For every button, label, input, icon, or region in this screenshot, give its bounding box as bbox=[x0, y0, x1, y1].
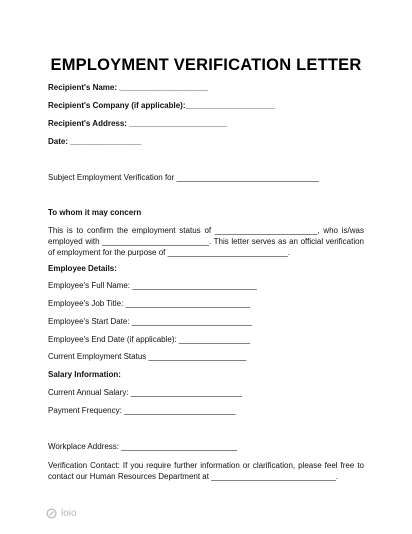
employee-start-date-field: Employee's Start Date: ___________________________ bbox=[48, 317, 252, 326]
employment-status-field: Current Employment Status ______________________ bbox=[48, 352, 247, 361]
employee-end-date-field: Employee's End Date (if applicable): ________________ bbox=[48, 335, 251, 344]
document-title: EMPLOYMENT VERIFICATION LETTER bbox=[50, 56, 362, 74]
subject-line: Subject Employment Verification for ________________________________ bbox=[48, 173, 319, 182]
loio-logo-icon bbox=[46, 508, 57, 519]
footer-brand bbox=[46, 508, 77, 519]
annual-salary-field: Current Annual Salary: _________________________ bbox=[48, 388, 242, 397]
date-field: Date: ________________ bbox=[48, 137, 142, 146]
body-paragraph: This is to confirm the employment status of _______________________, who is/was employed with ________________________. This letter serves as an official verification of employment for the purpose of ___________________________. bbox=[48, 226, 364, 257]
employee-full-name-field: Employee's Full Name: ____________________________ bbox=[48, 281, 257, 290]
recipient-company-field: Recipient's Company (if applicable):____________________ bbox=[48, 101, 275, 110]
recipient-name-field: Recipient's Name: ____________________ bbox=[48, 83, 209, 92]
salary-heading: Salary Information: bbox=[48, 370, 121, 379]
brand-name: loio bbox=[61, 508, 77, 519]
payment-frequency-field: Payment Frequency: _________________________ bbox=[48, 406, 236, 415]
employee-details-heading: Employee Details: bbox=[48, 264, 117, 273]
verification-contact-paragraph: Verification Contact: If you require further information or clarification, please feel free to contact our Human Resources Department at ____________________________. bbox=[48, 461, 364, 481]
workplace-address-field: Workplace Address: __________________________ bbox=[48, 442, 237, 451]
employee-job-title-field: Employee's Job Title: ____________________________ bbox=[48, 299, 251, 308]
recipient-address-field: Recipient's Address: ______________________ bbox=[48, 119, 228, 128]
salutation: To whom it may concern bbox=[48, 208, 142, 217]
